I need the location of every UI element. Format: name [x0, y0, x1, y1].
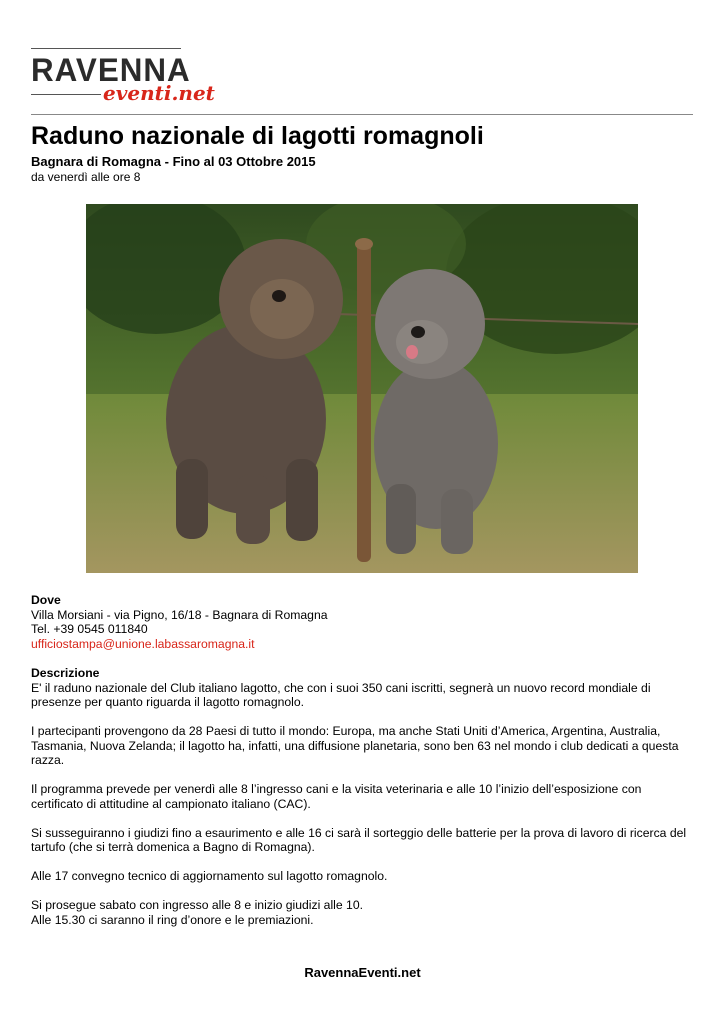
logo-sub: eventi.net [103, 81, 215, 105]
header-divider [31, 114, 693, 115]
description-paragraph: Il programma prevede per venerdì alle 8 l’ingresso cani e la visita veterinaria e alle 10 l’inizio dell’esposizione con certificato di attitudine al campionato italiano (CAC). [31, 782, 642, 811]
event-photo [86, 204, 638, 573]
event-title: Raduno nazionale di lagotti romagnoli [31, 122, 484, 150]
event-time: da venerdì alle ore 8 [31, 170, 141, 184]
description-paragraph: Alle 17 convegno tecnico di aggiornamento sul lagotto romagnolo. [31, 869, 388, 883]
dogs-photo-illustration [86, 204, 638, 573]
where-address: Villa Morsiani - via Pigno, 16/18 - Bagnara di Romagna [31, 607, 328, 622]
description-paragraph: Si susseguiranno i giudizi fino a esaurimento e alle 16 ci sarà il sorteggio delle batterie per la prova di lavoro di ricerca del tartufo (che si terrà domenica a Bagno di Romagna). [31, 825, 687, 854]
description-line: Si prosegue sabato con ingresso alle 8 e inizio giudizi alle 10. [31, 898, 363, 912]
logo-rule-top [31, 48, 181, 49]
logo-rule-bottom [31, 94, 101, 95]
event-subtitle: Bagnara di Romagna - Fino al 03 Ottobre 2015 [31, 154, 316, 169]
where-heading: Dove [31, 593, 61, 607]
description-heading: Descrizione [31, 666, 100, 680]
footer-site-name[interactable]: RavennaEventi.net [304, 965, 421, 980]
description-line: Alle 15.30 ci saranno il ring d’onore e le premiazioni. [31, 912, 314, 927]
site-logo[interactable] [31, 44, 215, 110]
where-email-link[interactable]: ufficiostampa@unione.labassaromagna.it [31, 636, 255, 651]
description-paragraph: E' il raduno nazionale del Club italiano lagotto, che con i suoi 350 cani iscritti, segnerà un nuovo record mondiale di presenze per quanto riguarda il lagotto romagnolo. [31, 680, 651, 709]
description-section [31, 666, 696, 927]
description-paragraph: I partecipanti provengono da 28 Paesi di tutto il mondo: Europa, ma anche Stati Uniti d’America, Argentina, Australia, Tasmania, Nuova Zelanda; il lagotto ha, infatti, una diffusione planetaria, sono ben 63 nel mondo i club dedicati a questa razza. [31, 724, 679, 767]
where-section [31, 593, 696, 651]
where-phone: Tel. +39 0545 011840 [31, 622, 148, 636]
logo-brand: RAVENNA [31, 52, 191, 88]
